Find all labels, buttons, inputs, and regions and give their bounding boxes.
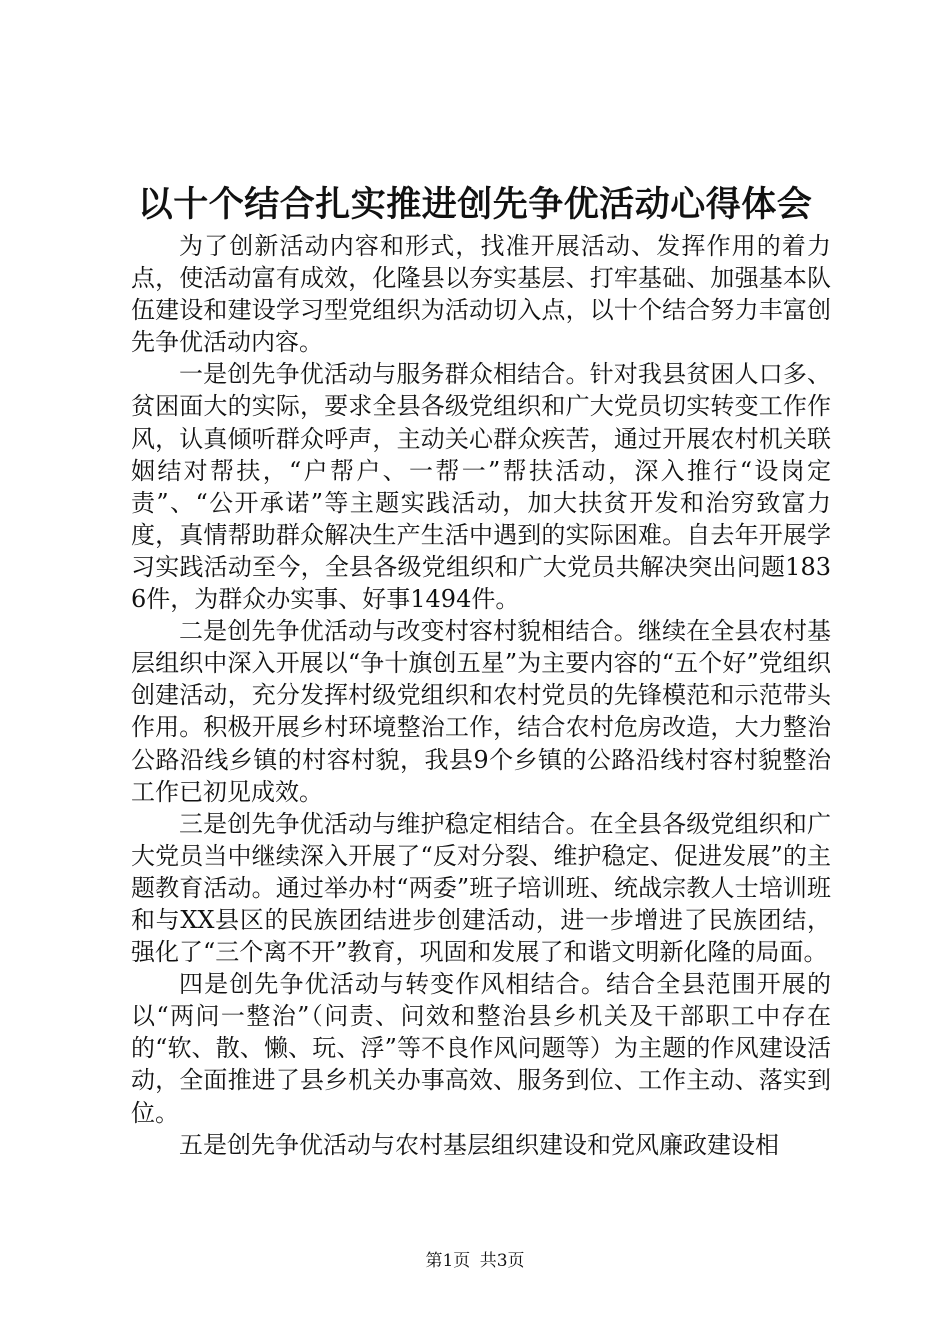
- paragraph-1: 一是创先争优活动与服务群众相结合。针对我县贫困人口多、贫困面大的实际，要求全县各级党组织和广大党员切实转变工作作风，认真倾听群众呼声，主动关心群众疾苦，通过开展农村机关联姻结对帮扶，“户帮户、一帮一”帮扶活动，深入推行“设岗定责”、“公开承诺”等主题实践活动，加大扶贫开发和治穷致富力度，真情帮助群众解决生产生活中遇到的实际困难。自去年开展学习实践活动至今，全县各级党组织和广大党员共解决突出问题1836件，为群众办实事、好事1494件。: [131, 360, 831, 614]
- paragraph-2: 二是创先争优活动与改变村容村貌相结合。继续在全县农村基层组织中深入开展以“争十旗创五星”为主要内容的“五个好”党组织创建活动，充分发挥村级党组织和农村党员的先锋模范和示范带头作用。积极开展乡村环境整治工作，结合农村危房改造，大力整治公路沿线乡镇的村容村貌，我县9个乡镇的公路沿线村容村貌整治工作已初见成效。: [131, 617, 831, 806]
- page-total: 共3页: [479, 1251, 525, 1271]
- paragraph-3: 三是创先争优活动与维护稳定相结合。在全县各级党组织和广大党员当中继续深入开展了“反对分裂、维护稳定、促进发展”的主题教育活动。通过举办村“两委”班子培训班、统战宗教人士培训班和与XX县区的民族团结进步创建活动，进一步增进了民族团结，强化了“三个离不开”教育，巩固和发展了和谐文明新化隆的局面。: [131, 809, 831, 967]
- document-title: 以十个结合扎实推进创先争优活动心得体会: [137, 184, 813, 225]
- page-number: 第1页: [425, 1251, 471, 1271]
- page-footer: [0, 1250, 950, 1272]
- paragraph-4: 四是创先争优活动与转变作风相结合。结合全县范围开展的以“两问一整治”（问责、问效和整治县乡机关及干部职工中存在的“软、散、懒、玩、浮”等不良作风问题等）为主题的作风建设活动，全面推进了县乡机关办事高效、服务到位、工作主动、落实到位。: [131, 970, 831, 1127]
- paragraph-5: 五是创先争优活动与农村基层组织建设和党风廉政建设相: [179, 1130, 779, 1159]
- document-body: [131, 230, 831, 1161]
- paragraph-intro: 为了创新活动内容和形式，找准开展活动、发挥作用的着力点，使活动富有成效，化隆县以夯实基层、打牢基础、加强基本队伍建设和建设学习型党组织为活动切入点，以十个结合努力丰富创先争优活动内容。: [131, 232, 831, 357]
